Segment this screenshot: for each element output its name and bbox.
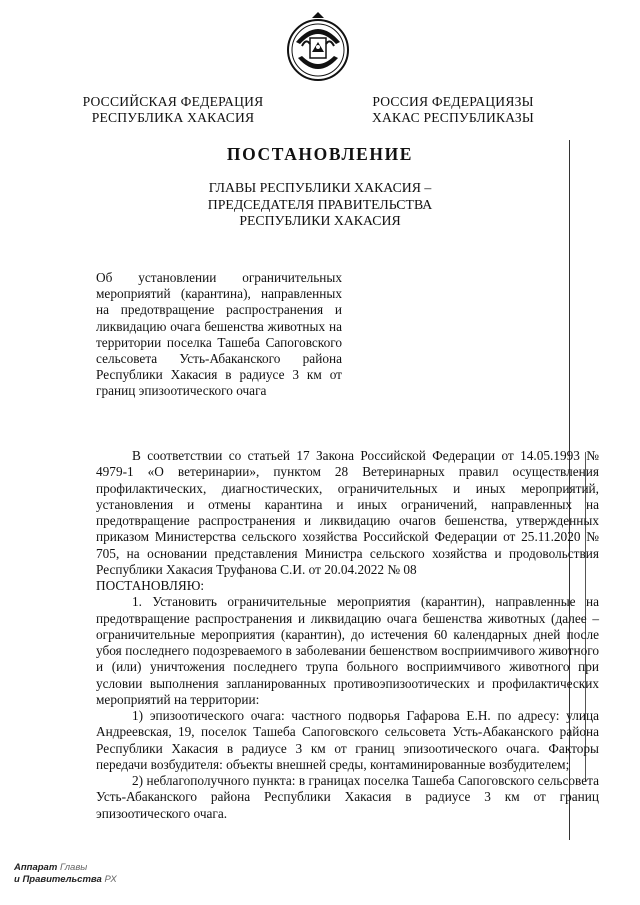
header-right-block (368, 94, 538, 126)
subtitle-line3: РЕСПУБЛИКИ ХАКАСИЯ (239, 213, 401, 228)
document-title: ПОСТАНОВЛЕНИЕ (226, 144, 414, 164)
item-1-1-paragraph: 1) эпизоотического очага: частного подворья Гафарова Е.Н. по адресу: улица Андреевская, 19, поселок Ташеба Сапоговского сельсовета Усть-Абаканского района Республики Хакасия в радиусе 3 км от границ эпизоотического очага. Факторы передачи возбудителя: объекты внешней среды, контаминированные возбудителем; (96, 708, 599, 772)
office-stamp (14, 862, 117, 886)
stamp-line1-bold: Аппарат (14, 862, 58, 873)
stamp-line1-faint: Главы (59, 862, 88, 873)
item-1-paragraph: 1. Установить ограничительные мероприятия (карантин), направленные на предотвращение распространения и ликвидацию очага бешенства животных (далее – ограничительные мероприятия (карантин), до истечения 60 календарных дней после убоя последнего подозреваемого в заболевании бешенством восприимчивого животного и (или) уничтожения последнего трупа больного восприимчивого животного при условии выполнения запланированных противоэпизоотических и профилактических мероприятий на территории: (96, 594, 599, 707)
resolve-paragraph: ПОСТАНОВЛЯЮ: (96, 578, 205, 593)
header-left-line2: РЕСПУБЛИКА ХАКАСИЯ (91, 110, 255, 125)
preamble-paragraph: В соответствии со статьей 17 Закона Российской Федерации от 14.05.1993 № 4979-1 «О ветеринарии», пунктом 28 Ветеринарных правил осуществления профилактических, диагностических, ограничительных и иных мероприятий, установления и отмены карантина и иных ограничений, направленных на предотвращение распространения и ликвидацию очагов бешенства, утвержденных приказом Министерства сельского хозяйства Российской Федерации от 25.11.2020 № 705, на основании представления Министра сельского хозяйства и продовольствия Республики Хакасия Труфанова С.И. от 20.04.2022 № 08 (96, 448, 599, 577)
header-left-block (78, 94, 268, 126)
document-subtitle (0, 180, 640, 230)
subtitle-line2: ПРЕДСЕДАТЕЛЯ ПРАВИТЕЛЬСТВА (207, 196, 433, 212)
header-right-line2: ХАКАС РЕСПУБЛИКАЗЫ (372, 110, 534, 125)
khakassia-coat-of-arms-icon (282, 12, 354, 84)
subtitle-line1: ГЛАВЫ РЕСПУБЛИКИ ХАКАСИЯ – (208, 180, 432, 195)
header-right-line1: РОССИЯ ФЕДЕРАЦИЯЗЫ (372, 94, 534, 109)
stamp-line2-bold: и Правительства (14, 874, 102, 885)
header-left-line1: РОССИЙСКАЯ ФЕДЕРАЦИЯ (82, 94, 264, 109)
item-1-2-paragraph: 2) неблагополучного пункта: в границах поселка Ташеба Сапоговского сельсовета Усть-Абаканского района Республики Хакасия в радиусе 3 км от границ эпизоотического очага. (96, 773, 599, 821)
document-body (96, 448, 599, 822)
stamp-line2-faint: РХ (104, 874, 117, 885)
document-subject: Об установлении ограничительных мероприятий (карантина), направленных на предотвращение распространения и ликвидацию очага бешенства животных на территории поселка Ташеба Сапоговского сельсовета Усть-Абаканского района Республики Хакасия в радиусе 3 км от границ эпизоотического очага (96, 270, 342, 399)
